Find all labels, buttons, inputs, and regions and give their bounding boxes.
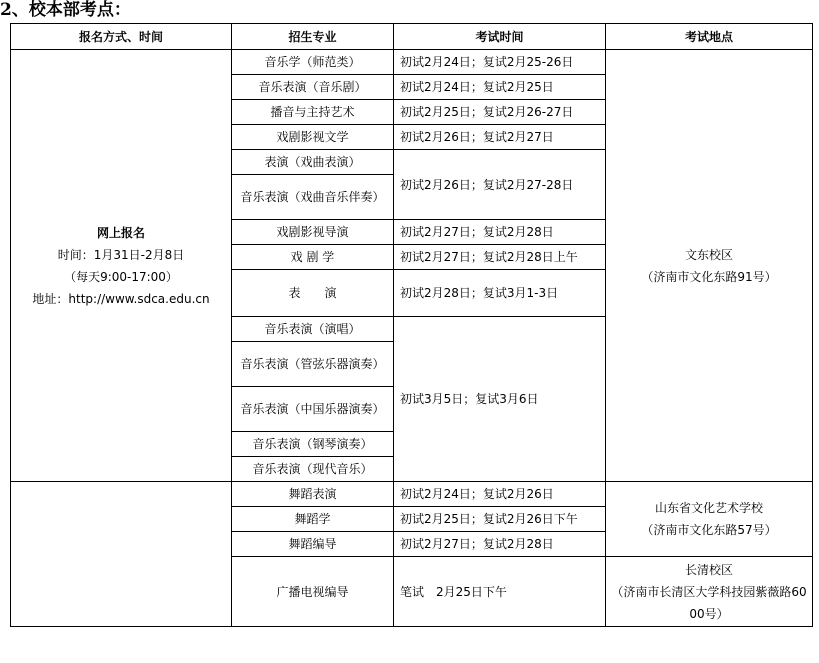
time-cell: 初试2月26日；复试2月27日 xyxy=(394,125,606,150)
header-time: 考试时间 xyxy=(394,24,606,50)
location-name: 文东校区 xyxy=(684,247,733,262)
time-cell: 初试2月24日；复试2月25-26日 xyxy=(394,50,606,75)
major-cell: 音乐表演（戏曲音乐伴奏） xyxy=(232,175,394,220)
time-cell: 初试2月26日；复试2月27-28日 xyxy=(394,150,606,220)
location-address: （济南市文化东路57号） xyxy=(641,523,777,537)
major-cell: 音乐表演（演唱） xyxy=(232,317,394,342)
time-cell: 笔试 2月25日下午 xyxy=(394,557,606,627)
major-cell: 音乐表演（中国乐器演奏） xyxy=(232,387,394,432)
major-cell: 舞蹈编导 xyxy=(232,532,394,557)
signup-time: 时间：1月31日-2月8日 xyxy=(57,247,185,262)
time-cell: 初试2月25日；复试2月26日下午 xyxy=(394,507,606,532)
major-cell: 表 演 xyxy=(232,270,394,317)
location-address: （济南市文化东路91号） xyxy=(641,269,777,284)
header-major: 招生专业 xyxy=(232,24,394,50)
table-row xyxy=(11,50,813,75)
major-cell: 音乐表演（钢琴演奏） xyxy=(232,432,394,457)
time-cell: 初试2月27日；复试2月28日 xyxy=(394,220,606,245)
location-wendong xyxy=(606,50,813,482)
signup-method: 网上报名 xyxy=(96,225,145,240)
signup-address: 地址：http://www.sdca.edu.cn xyxy=(32,291,210,306)
major-cell: 音乐表演（音乐剧） xyxy=(232,75,394,100)
signup-daily-hours: （每天9:00-17:00） xyxy=(64,269,178,284)
time-cell: 初试2月25日；复试2月26-27日 xyxy=(394,100,606,125)
major-cell: 舞蹈表演 xyxy=(232,482,394,507)
section-heading: 2、校本部考点： xyxy=(0,0,131,20)
major-cell: 舞蹈学 xyxy=(232,507,394,532)
major-cell: 表演（戏曲表演） xyxy=(232,150,394,175)
location-name: 山东省文化艺术学校 xyxy=(654,501,763,515)
time-cell: 初试2月24日；复试2月25日 xyxy=(394,75,606,100)
major-cell: 戏剧影视导演 xyxy=(232,220,394,245)
header-location: 考试地点 xyxy=(606,24,813,50)
exam-schedule-table xyxy=(10,23,813,627)
table-row xyxy=(11,482,813,507)
header-signup: 报名方式、时间 xyxy=(11,24,232,50)
time-cell: 初试3月5日；复试3月6日 xyxy=(394,317,606,482)
major-cell: 戏剧影视文学 xyxy=(232,125,394,150)
table-header-row xyxy=(11,24,813,50)
major-cell: 音乐学（师范类） xyxy=(232,50,394,75)
time-cell: 初试2月27日；复试2月28日 xyxy=(394,532,606,557)
signup-cell xyxy=(11,50,232,482)
location-name: 长清校区 xyxy=(684,562,733,577)
major-cell: 音乐表演（现代音乐） xyxy=(232,457,394,482)
location-changqing xyxy=(606,557,813,627)
location-art-school xyxy=(606,482,813,557)
location-address: （济南市长清区大学科技园紫薇路6000号） xyxy=(611,584,807,621)
major-cell: 音乐表演（管弦乐器演奏） xyxy=(232,342,394,387)
time-cell: 初试2月24日；复试2月26日 xyxy=(394,482,606,507)
major-cell: 戏 剧 学 xyxy=(232,245,394,270)
signup-cell-empty xyxy=(11,482,232,627)
time-cell: 初试2月27日；复试2月28日上午 xyxy=(394,245,606,270)
major-cell: 播音与主持艺术 xyxy=(232,100,394,125)
major-cell: 广播电视编导 xyxy=(232,557,394,627)
time-cell: 初试2月28日；复试3月1-3日 xyxy=(394,270,606,317)
